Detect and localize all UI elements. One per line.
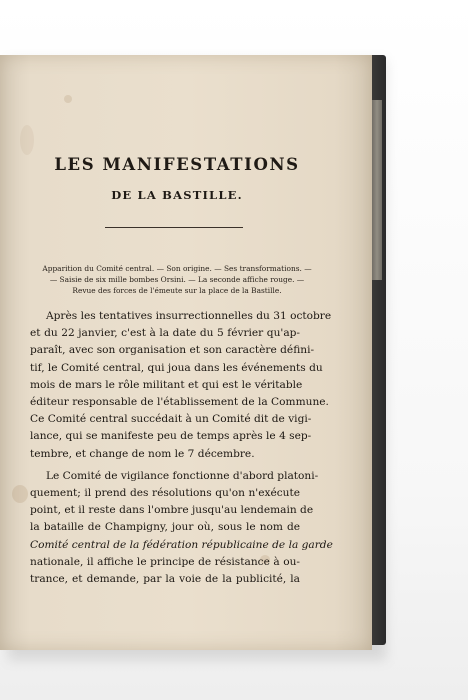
chapter-subtitle: DE LA BASTILLE.	[111, 188, 243, 202]
paragraph-2-line: nationale, il affiche le principe de résistance à ou-	[30, 555, 300, 568]
paragraph-1-line: mois de mars le rôle militant et qui est le véritable	[30, 378, 303, 391]
paragraph-2-line: la bataille de Champigny, jour où, sous le nom de	[30, 521, 300, 534]
paragraph-1-line: Après les tentatives insurrectionnelles du 31 octobre	[46, 310, 332, 322]
summary-line: Apparition du Comité central. — Son origine. — Ses transformations. —	[42, 264, 312, 273]
paragraph-2-line: trance, et demande, par la voie de la publicité, la	[30, 573, 300, 586]
paragraph-1-line: paraît, avec son organisation et son caractère défini-	[30, 344, 315, 357]
paragraph-2-line: Comité central de la fédération républicaine de la garde	[30, 538, 333, 551]
paragraph-1-line: lance, qui se manifeste peu de temps après le 4 sep-	[30, 430, 312, 443]
body-text	[30, 308, 333, 588]
paragraph-1-line: Ce Comité central succédait à un Comité dit de vigi-	[30, 413, 312, 426]
foxing-spot	[64, 95, 72, 103]
summary-line: Revue des forces de l'émeute sur la place de la Bastille.	[72, 286, 282, 295]
summary-line: — Saisie de six mille bombes Orsini. — La seconde affiche rouge. —	[49, 275, 305, 284]
paragraph-2-line: point, et il reste dans l'ombre jusqu'au lendemain de	[30, 504, 314, 517]
chapter-title: LES MANIFESTATIONS	[54, 155, 300, 174]
foxing-spot	[20, 125, 34, 155]
paragraph-1-line: tembre, et change de nom le 7 décembre.	[30, 447, 255, 460]
paragraph-1-line: et du 22 janvier, c'est à la date du 5 février qu'ap-	[30, 327, 300, 340]
book-page	[0, 55, 372, 650]
paragraph-1-line: éditeur responsable de l'établissement de la Commune.	[30, 396, 329, 409]
paragraph-2-line: quement; il prend des résolutions qu'on n'exécute	[30, 487, 300, 500]
paragraph-1-line: tif, le Comité central, qui joua dans les événements du	[30, 361, 323, 374]
chapter-summary	[25, 263, 329, 296]
book-spine	[372, 100, 382, 280]
paragraph-2-line: Le Comité de vigilance fonctionne d'abord platoni-	[46, 469, 319, 482]
title-rule	[105, 227, 243, 228]
foxing-spot	[12, 485, 28, 503]
